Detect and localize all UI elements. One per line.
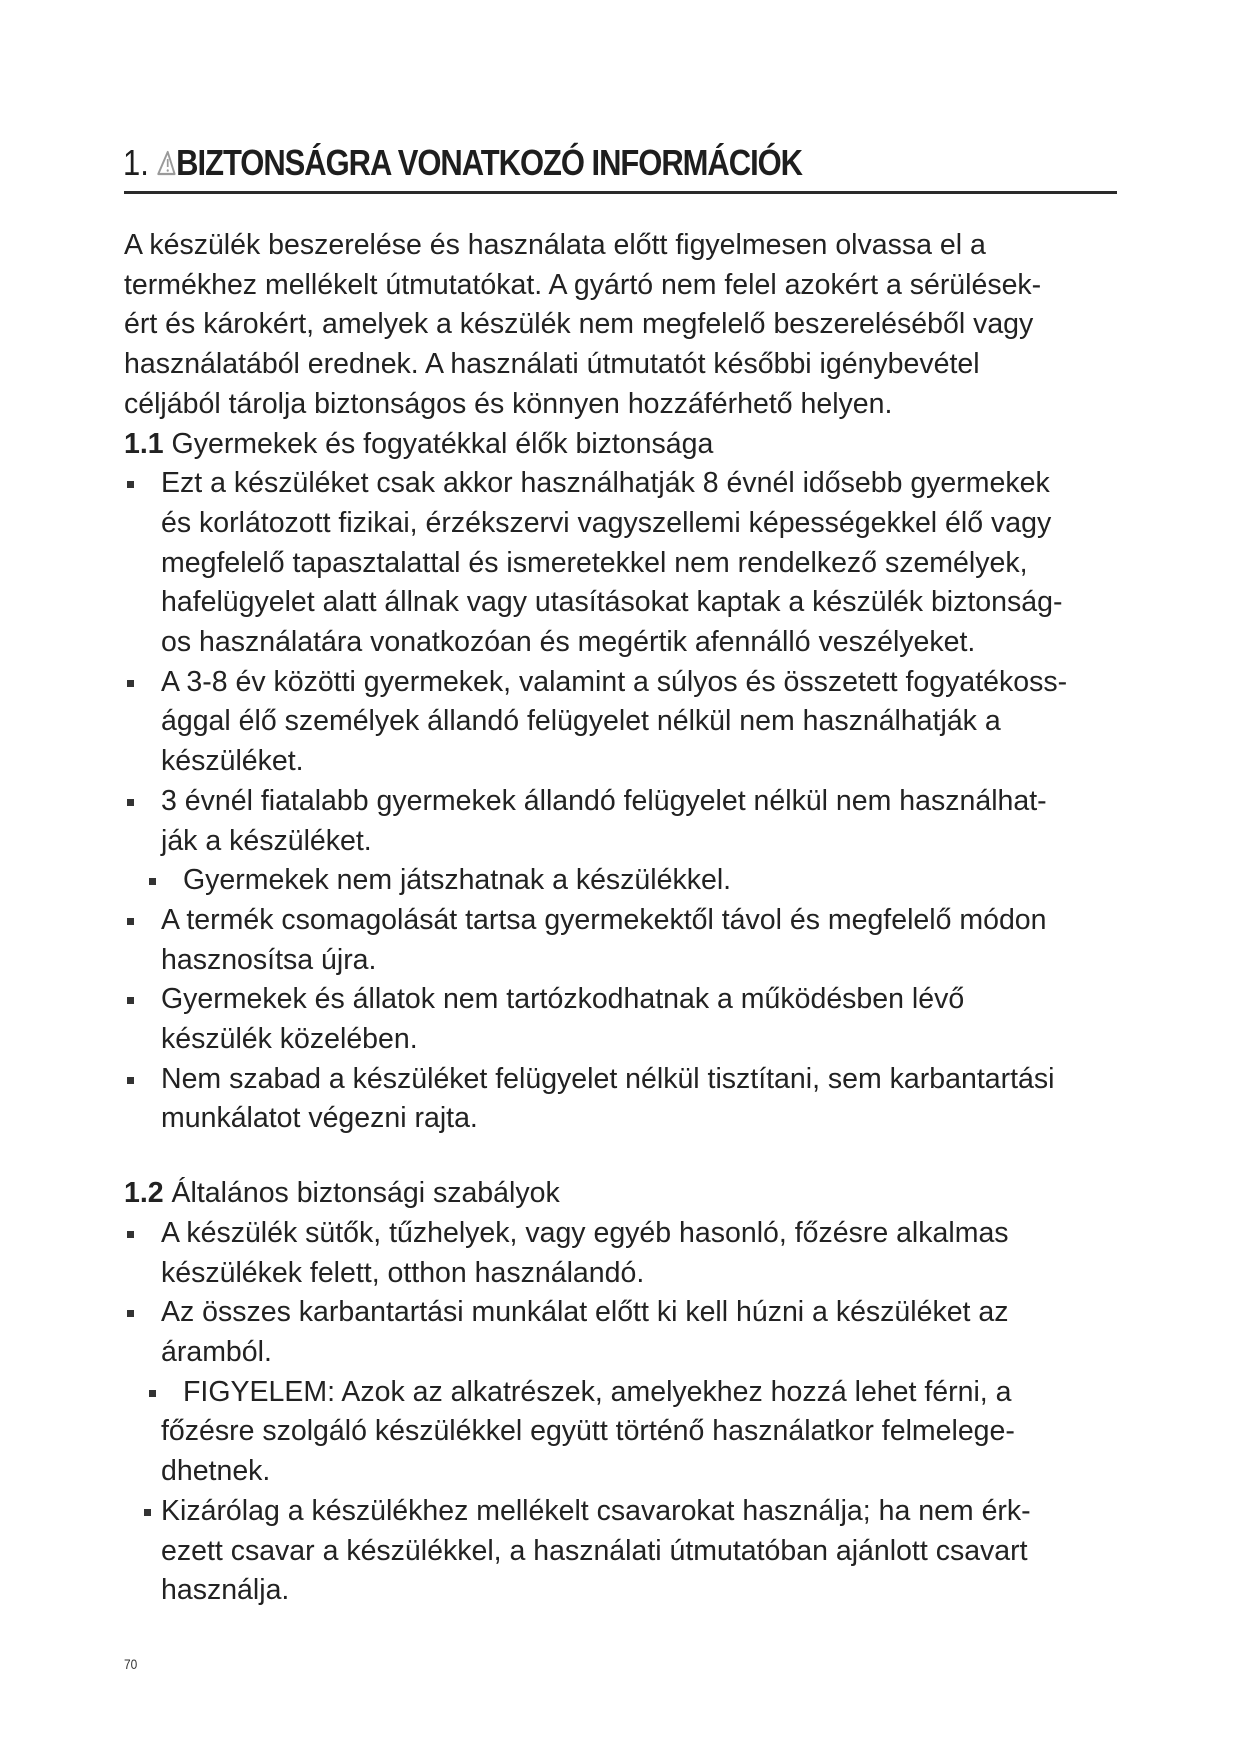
item-line: munkálatot végezni rajta. [161,1102,478,1135]
item-line: os használatára vonatkozóan és megértik afennálló veszélyeket. [161,626,976,659]
item-line: A 3-8 év közötti gyermekek, valamint a súlyos és összetett fogyatékoss- [161,665,1068,698]
intro-line: A készülék beszerelése és használata előtt figyelmesen olvassa el a [124,229,986,261]
intro-line: használatából erednek. A használati útmutatót későbbi igénybevétel [124,348,980,381]
item-line: Nem szabad a készüléket felügyelet nélkül tisztítani, sem karbantartási [161,1062,1055,1095]
bullet-icon [127,481,134,488]
item-line: A termék csomagolását tartsa gyermekektől távol és megfelelő módon [161,903,1047,936]
list-item [124,663,1124,782]
bullet-icon [127,1231,134,1238]
bullet-icon [127,997,134,1004]
child-safety-list [124,464,1124,1139]
item-line: Gyermekek nem játszhatnak a készülékkel. [183,864,732,897]
item-line: és korlátozott fizikai, érzékszervi vagyszellemi képességekkel élő vagy [161,506,1052,539]
item-line: 3 évnél fiatalabb gyermekek állandó felügyelet nélkül nem használhat- [161,784,1047,817]
intro-line: termékhez mellékelt útmutatókat. A gyártó nem felel azokért a sérülések- [124,268,1042,301]
list-item [124,464,1124,663]
list-item [124,1492,1124,1611]
list-item [124,782,1124,861]
bullet-icon [144,1509,151,1516]
list-item [124,1214,1124,1293]
list-item [124,1373,1124,1492]
bullet-icon [127,1077,134,1084]
heading-title: BIZTONSÁGRA VONATKOZÓ INFORMÁCIÓK [176,142,803,183]
item-line: készülékek felett, otthon használandó. [161,1256,645,1289]
item-line: ják a készüléket. [161,824,372,857]
list-item [124,861,1124,901]
item-line: használja. [161,1574,290,1607]
general-safety-list [124,1214,1124,1611]
item-line: dhetnek. [161,1455,271,1488]
item-line: Az összes karbantartási munkálat előtt ki kell húzni a készüléket az [161,1296,1009,1329]
section-heading [123,138,983,188]
heading-number: 1. [123,142,149,183]
intro-line: céljából tárolja biztonságos és könnyen hozzáférhető helyen. [124,387,893,420]
list-item [124,1060,1124,1139]
item-line: áramból. [161,1335,272,1368]
item-line: megfelelő tapasztalattal és ismeretekkel nem rendelkező személyek, [161,546,1028,579]
page-body [124,226,1124,1611]
bullet-icon [149,1390,156,1397]
intro-line: ért és károkért, amelyek a készülék nem megfelelő beszereléséből vagy [124,308,1034,341]
item-line: A készülék sütők, tűzhelyek, vagy egyéb hasonló, főzésre alkalmas [161,1216,1009,1249]
subsection-title: Gyermekek és fogyatékkal élők biztonsága [171,427,714,460]
bullet-icon [127,918,134,925]
item-line: Ezt a készüléket csak akkor használhatják 8 évnél idősebb gyermekek [161,467,1050,500]
item-line: Kizárólag a készülékhez mellékelt csavarokat használja; ha nem érk- [161,1494,1031,1527]
item-line: főzésre szolgáló készülékkel együtt történő használatkor felmelege- [161,1415,1015,1448]
heading-rule [124,191,1117,194]
bullet-icon [127,680,134,687]
section-spacer [124,1139,1124,1174]
list-item [124,901,1124,980]
subsection-title: Általános biztonsági szabályok [171,1177,560,1210]
intro-paragraph [124,226,1124,425]
subsection-heading-1-1 [124,425,1124,465]
item-line: ezett csavar a készülékkel, a használati útmutatóban ajánlott csavart [161,1534,1028,1567]
item-line: készülék közelében. [161,1023,418,1056]
warning-triangle-icon [156,147,175,177]
bullet-icon [149,878,156,885]
subsection-number: 1.1 [124,427,164,460]
bullet-icon [127,1310,134,1317]
item-line: hasznosítsa újra. [161,943,377,976]
item-line: hafelügyelet alatt állnak vagy utasításokat kaptak a készülék biztonság- [161,586,1063,619]
item-line: Gyermekek és állatok nem tartózkodhatnak a működésben lévő [161,983,965,1016]
bullet-icon [127,799,134,806]
item-line: ággal élő személyek állandó felügyelet nélkül nem használhatják a [161,705,1001,738]
item-line: készüléket. [161,745,304,778]
list-item [124,1293,1124,1372]
list-item [124,980,1124,1059]
item-line: FIGYELEM: Azok az alkatrészek, amelyekhez hozzá lehet férni, a [183,1375,1012,1408]
page-number: 70 [124,1656,138,1672]
subsection-heading-1-2 [124,1174,1124,1214]
subsection-number: 1.2 [124,1177,164,1210]
